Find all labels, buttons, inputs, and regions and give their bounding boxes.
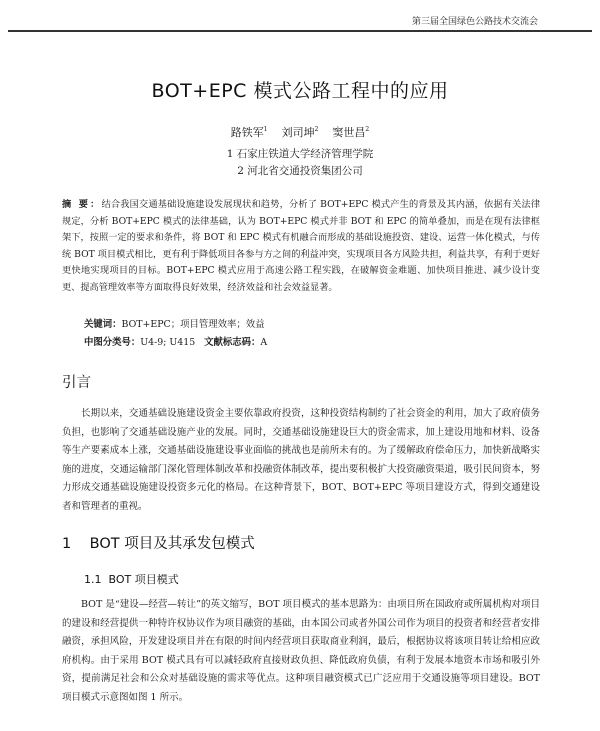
doc-code-value: A [260,337,268,348]
affiliation: 2 河北省交通投资集团公司 [237,165,363,177]
intro-heading: 引言 [62,375,91,391]
subsection-number: 1.1 [84,573,102,586]
intro-paragraph: 长期以来，交通基础设施建设资金主要依靠政府投资，这种投资结构制约了社会资金的利用，加大了政府债务负担，也影响了交通基础设施产业的发展。同时，交通基础设施建设巨大的资金需求，加上建设用地和材料、设备等生产要素成本上涨，交通基础设施建设事业面临的挑战也是前所未有的。为了缓解政府偿命压力，加快新战略实施的进度，交通运输部门深化管理体制改革和投融资体制改革，提出要积极扩大投资融资渠道，吸引民间资本，努力形成交通基础设施建设投资多元化的格局。在这种背景下，BOT、BOT+EPC 等项目建设方式，得到交通建设者和管理者的重视。 [62,408,540,512]
section-title: BOT 项目及其承发包模式 [89,536,255,552]
subsection-title: BOT 项目模式 [108,573,179,586]
author-mark: 2 [314,126,319,133]
abstract-label: 摘 要： [62,199,102,210]
abstract-text: 结合我国交通基础设施建设发展现状和趋势，分析了 BOT+EPC 模式产生的背景及其内涵，依据有关法律规定，分析 BOT+EPC 模式的法律基础，认为 BOT+EPC 模式并非 BOT 和 EPC 的简单叠加，而是在现有法律框架下，按照一定的要求和条件，将 BOT 和 EPC 模式有机融合而形成的基础设施投资、建设、运营一体化模式，与传统 BOT 项目模式相比，更有利于降低项目各参与方之间的利益冲突，实现项目各方风险共担，利益共享，有利于更好更快地实现项目的目标。BOT+EPC 模式应用于高速公路工程实践，在破解资金难题、加快项目推进、减少设计变更、提高管理效率等方面取得良好效果，经济效益和社会效益显著。 [62,199,541,293]
affiliation: 1 石家庄铁道大学经济管理学院 [226,148,374,160]
doc-code-label: 文献标志码： [204,337,261,348]
classification [84,334,267,348]
header-rule [8,30,592,32]
section1-paragraph: BOT 是“建设—经营—转让”的英文缩写，BOT 项目模式的基本思路为：由项目所在国政府或所属机构对项目的建设和经营提供一种特许权协议作为项目融资的基础，由本国公司或者外国公司作为项目的投资者和经营者安排融资，承担风险，开发建设项目并在有限的时间内经营项目获取商业利润，最后，根据协议将该项目转让给相应政府机构。由于采用 BOT 模式具有可以减轻政府直接财政负担、降低政府负债，有利于发展本地资本市场和吸引外资，提前满足社会和公众对基础设施的需求等优点。这种项目融资模式已广泛应用于交通设施等项目建设。BOT 项目模式示意图如图 1 所示。 [62,599,540,703]
section-heading [62,532,255,553]
keywords-label: 关键词： [84,319,122,330]
author-name: 路铁军 [230,126,264,139]
abstract [62,197,540,297]
classification-label: 中图分类号： [84,337,141,348]
keywords [84,316,264,330]
subsection-heading [84,571,179,587]
author-list [0,124,600,140]
classification-value: U4-9; U415 [140,337,196,348]
author-mark: 2 [365,126,370,133]
author-name: 刘司坤 [281,126,315,139]
section-number: 1 [62,536,72,552]
author-name: 窦世昌 [332,126,366,139]
keywords-text: BOT+EPC；项目管理效率；效益 [121,319,265,330]
running-head: 第三届全国绿色公路技术交流会 [411,17,538,27]
author-mark: 1 [263,126,268,133]
paper-title: BOT+EPC 模式公路工程中的应用 [151,80,449,102]
